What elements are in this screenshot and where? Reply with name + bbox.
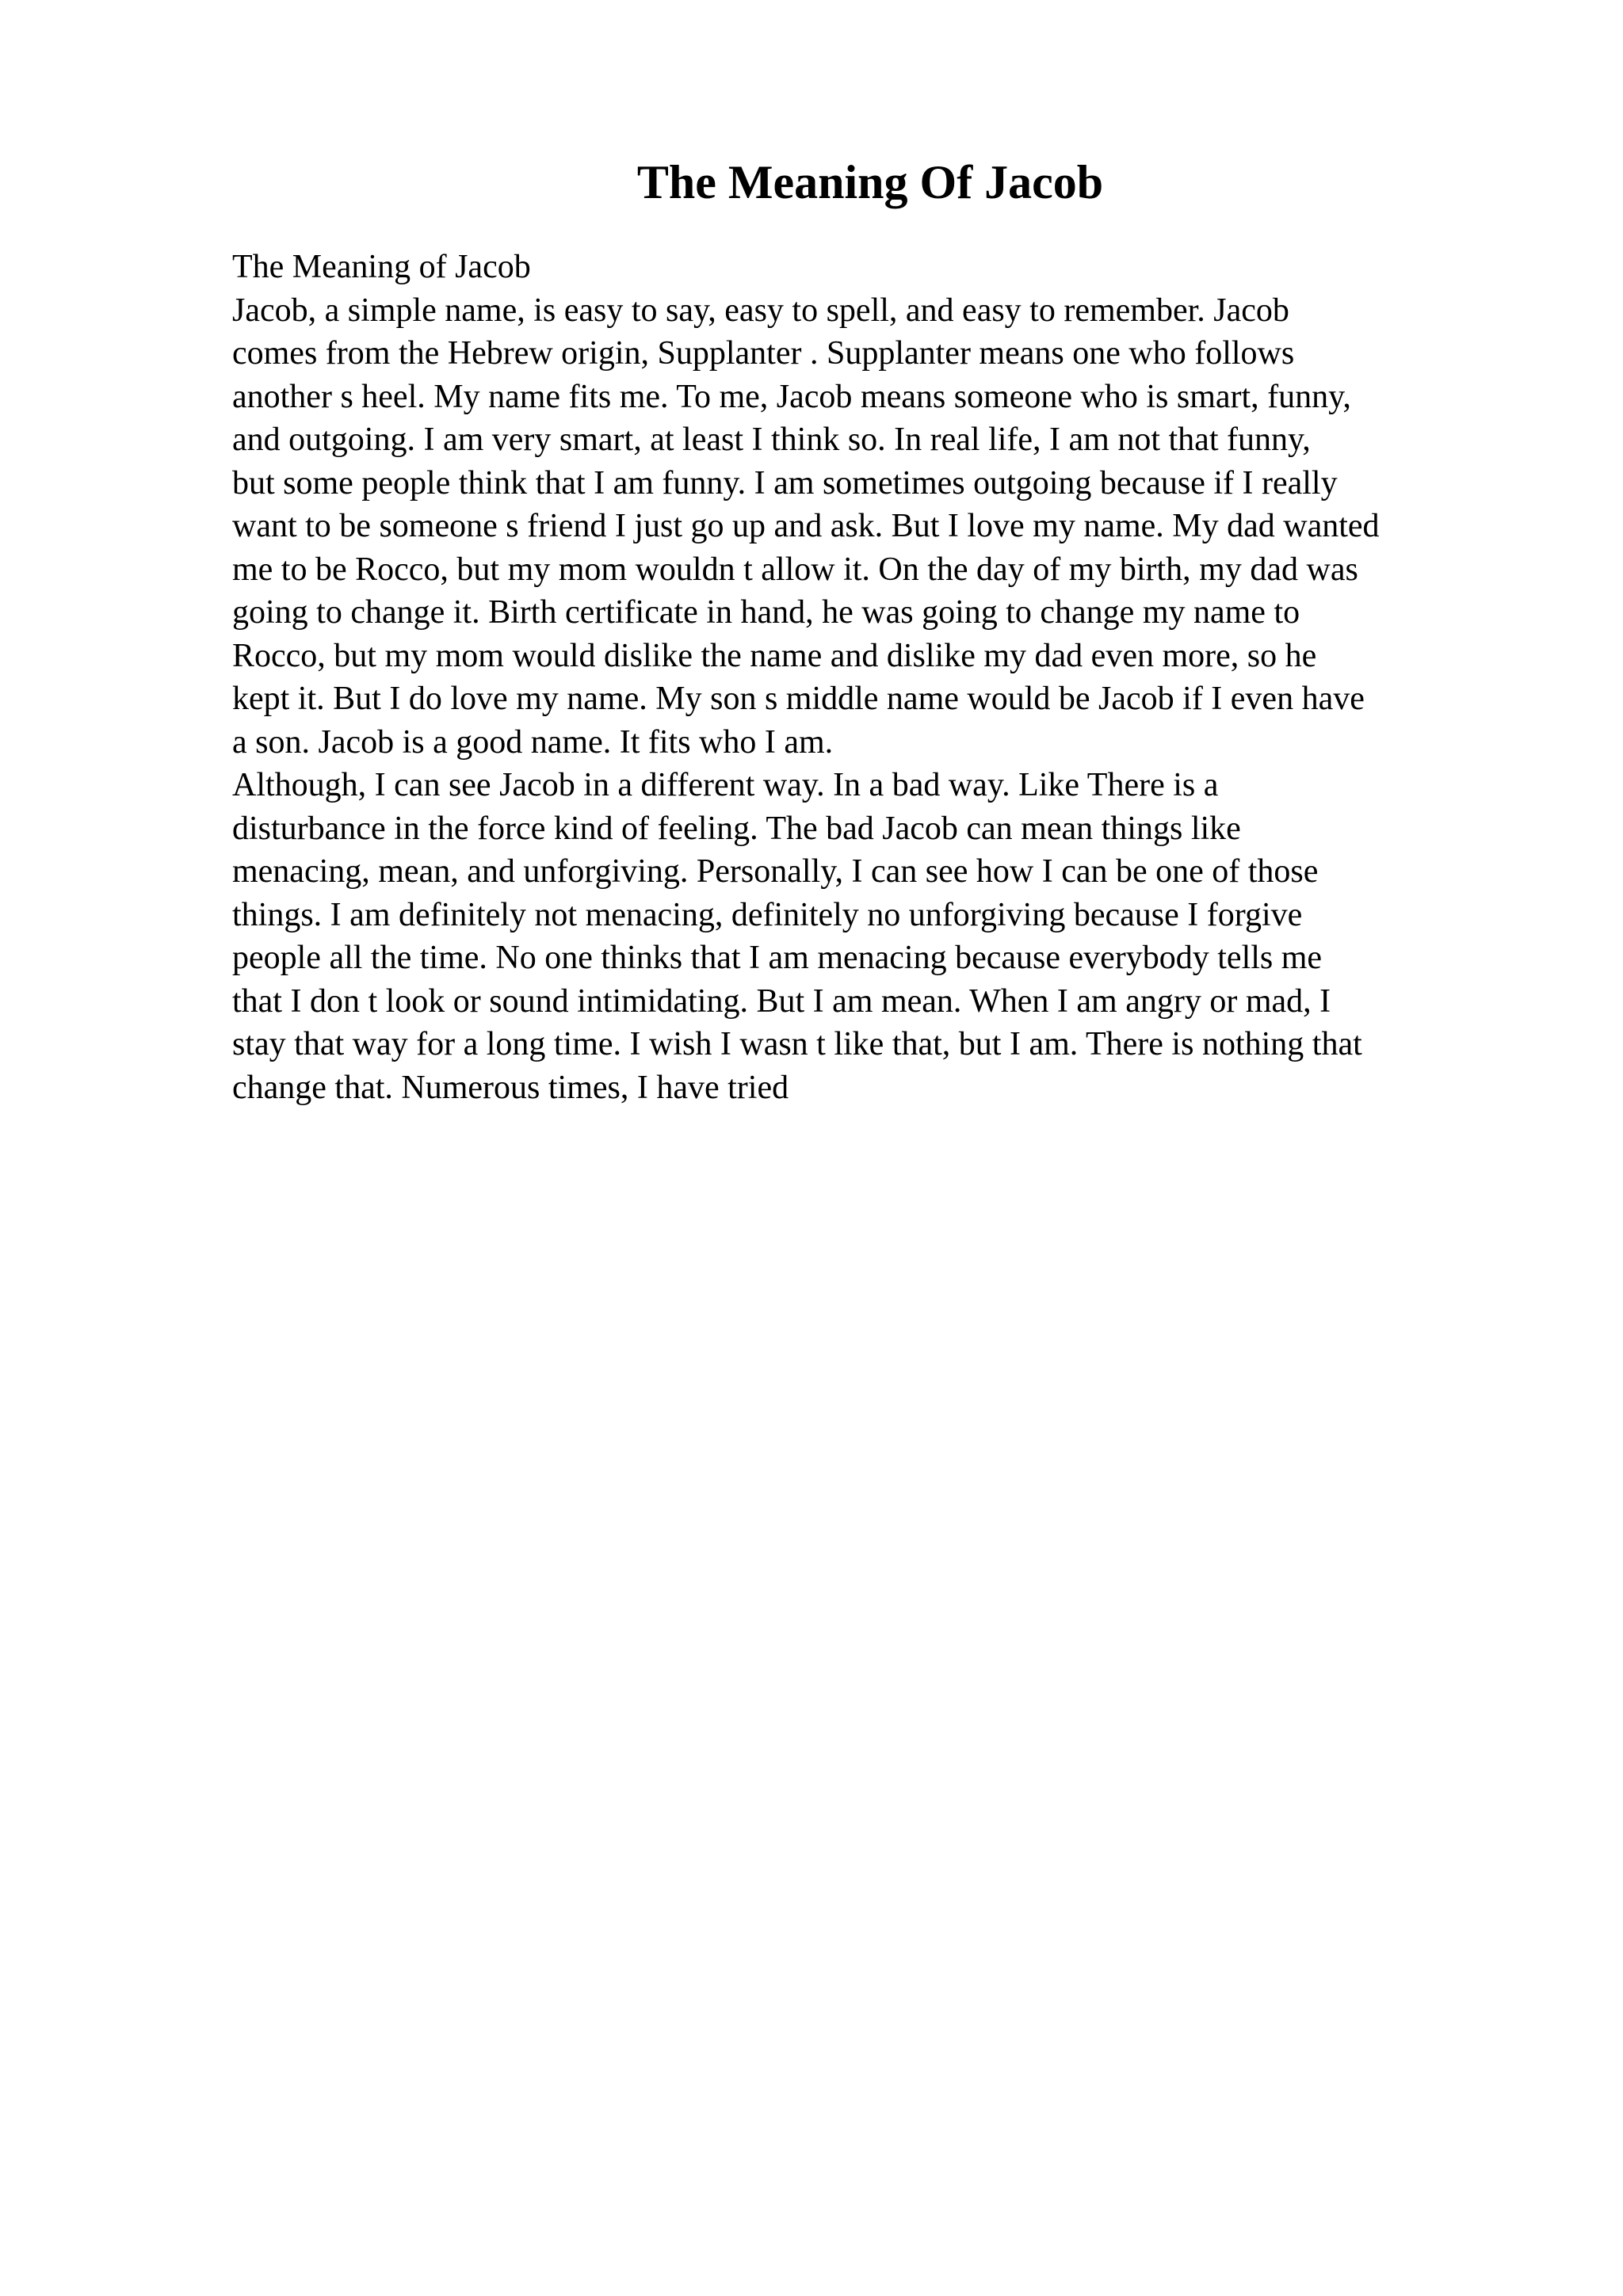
text-line: want to be someone s friend I just go up and ask. But I love my name. My dad wanted	[232, 508, 1380, 544]
text-line: change that. Numerous times, I have tried	[232, 1069, 789, 1106]
text-line: a son. Jacob is a good name. It fits who I am.	[232, 723, 834, 761]
text-line: and outgoing. I am very smart, at least I think so. In real life, I am not that funny,	[232, 421, 1311, 458]
text-line: menacing, mean, and unforgiving. Personally, I can see how I can be one of those	[232, 853, 1319, 890]
text-line: that I don t look or sound intimidating. But I am mean. When I am angry or mad, I	[232, 982, 1331, 1020]
text-line: stay that way for a long time. I wish I wasn t like that, but I am. There is nothing that	[232, 1026, 1362, 1062]
text-line: comes from the Hebrew origin, Supplanter . Supplanter means one who follows	[232, 335, 1295, 372]
text-line: Rocco, but my mom would dislike the name and dislike my dad even more, so he	[232, 637, 1317, 674]
text-line: another s heel. My name fits me. To me, Jacob means someone who is smart, funny,	[232, 378, 1351, 415]
text-line: but some people think that I am funny. I am sometimes outgoing because if I really	[232, 464, 1338, 502]
text-line: The Meaning of Jacob	[232, 249, 531, 285]
text-line: people all the time. No one thinks that I am menacing because everybody tells me	[232, 940, 1323, 976]
text-line: Although, I can see Jacob in a different way. In a bad way. Like There is a	[232, 767, 1219, 803]
text-line: kept it. But I do love my name. My son s middle name would be Jacob if I even have	[232, 681, 1365, 717]
document-body	[232, 246, 1516, 1109]
text-line: going to change it. Birth certificate in hand, he was going to change my name to	[232, 594, 1300, 631]
text-line: things. I am definitely not menacing, definitely no unforgiving because I forgive	[232, 896, 1303, 933]
text-line: me to be Rocco, but my mom wouldn t allow it. On the day of my birth, my dad was	[232, 551, 1358, 588]
text-line: Jacob, a simple name, is easy to say, easy to spell, and easy to remember. Jacob	[232, 292, 1289, 329]
document-title: The Meaning Of Jacob	[636, 156, 1104, 208]
text-line: disturbance in the force kind of feeling. The bad Jacob can mean things like	[232, 810, 1241, 847]
